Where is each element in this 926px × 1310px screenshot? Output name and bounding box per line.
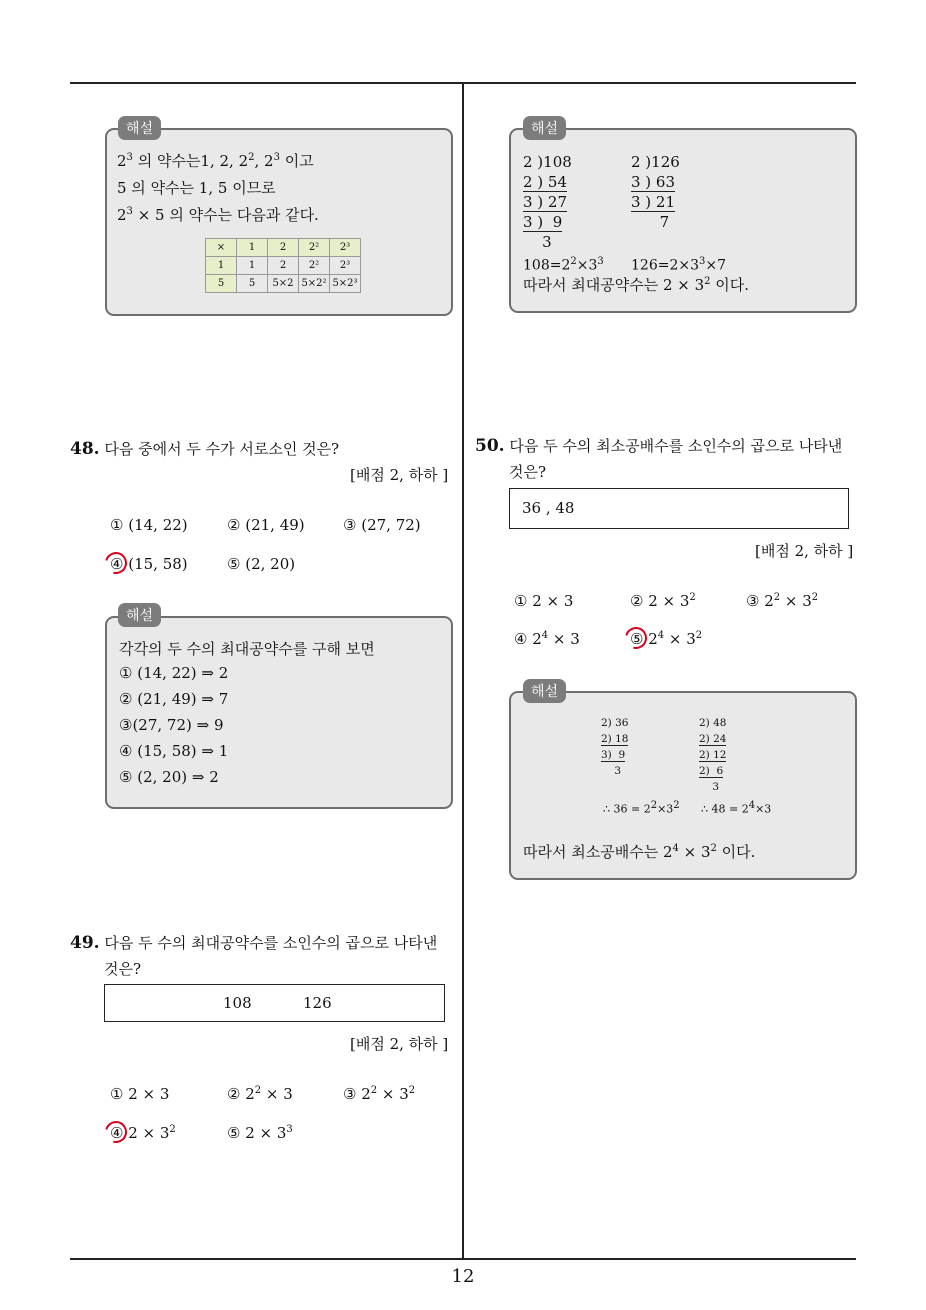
q49-division-left: 2 )108 2 ) 54 3 ) 27 3 ) 9 3 xyxy=(523,153,572,251)
q49-option-4[interactable]: ④ $2 \times 3^2$ xyxy=(110,1124,176,1142)
explanation-tag: 해설 xyxy=(523,679,566,703)
explanation-box-49 xyxy=(509,128,857,313)
divisor-table: × 1 2 2² 2³ 1 1 2 2² 2³ 5 5 5×2 5×2² 5×2³ xyxy=(205,238,361,293)
column-divider xyxy=(462,82,464,1258)
explanation-box-48 xyxy=(105,616,453,809)
q48-answer-mark xyxy=(101,548,131,578)
q48-option-2[interactable]: ② (21, 49) xyxy=(227,516,305,534)
q50-exp-eq-right: ∴ $48 = 2^4\times 3$ xyxy=(701,800,772,816)
q50-text-cont: 것은? xyxy=(509,463,547,481)
q50-division-left: 2) 36 2) 18 3) 9 3 xyxy=(601,717,629,777)
q48-exp-line: ① (14, 22) ⇒ 2 xyxy=(119,664,229,682)
q50-score: [배점 2, 하하 ] xyxy=(755,542,854,560)
q48-exp-line: ④ (15, 58) ⇒ 1 xyxy=(119,742,229,760)
q50-option-3[interactable]: ③ $2^2 \times 3^2$ xyxy=(746,592,819,610)
q50-option-1[interactable]: ① 2 × 3 xyxy=(514,592,574,610)
q50-given: 36 , 48 xyxy=(522,499,575,517)
q50-division-right: 2) 48 2) 24 2) 12 2) 6 3 xyxy=(699,717,727,793)
q48-option-3[interactable]: ③ (27, 72) xyxy=(343,516,421,534)
q50-text: 50. 다음 두 수의 최소공배수를 소인수의 곱으로 나타낸 xyxy=(475,436,843,456)
q49-given-1: 108 xyxy=(223,994,252,1012)
q50-given-box xyxy=(509,488,849,529)
q48-exp-line: 각각의 두 수의 최대공약수를 구해 보면 xyxy=(119,640,375,658)
bottom-rule xyxy=(70,1258,856,1260)
q48-exp-line: ② (21, 49) ⇒ 7 xyxy=(119,690,229,708)
q49-given-box xyxy=(104,984,445,1022)
q50-option-2[interactable]: ② $2 \times 3^2$ xyxy=(630,592,696,610)
page-number: 12 xyxy=(451,1266,475,1287)
q49-answer-mark xyxy=(101,1117,131,1147)
exp47-line-2: 5 의 약수는 1, 5 이므로 xyxy=(117,179,276,197)
q50-answer-mark xyxy=(621,623,651,653)
q49-given-2: 126 xyxy=(303,994,332,1012)
exp47-line-3: $2^3 \times 5$ 의 약수는 다음과 같다. xyxy=(117,206,319,224)
q49-option-2[interactable]: ② $2^2 \times 3$ xyxy=(227,1085,293,1103)
explanation-box-50 xyxy=(509,691,857,880)
q48-score: [배점 2, 하하 ] xyxy=(350,466,449,484)
q48-exp-line: ⑤ (2, 20) ⇒ 2 xyxy=(119,768,219,786)
q49-text: 49. 다음 두 수의 최대공약수를 소인수의 곱으로 나타낸 xyxy=(70,933,438,953)
q49-option-3[interactable]: ③ $2^2 \times 3^2$ xyxy=(343,1085,416,1103)
q49-exp-final: 따라서 최대공약수는 $2 \times 3^2$ 이다. xyxy=(523,276,750,294)
q49-exp-eq: $126=2\times 3^3\times 7$ xyxy=(631,256,727,274)
q50-exp-eq-left: ∴ $36 = 2^2\times 3^2$ xyxy=(603,800,680,816)
q48-option-5[interactable]: ⑤ (2, 20) xyxy=(227,555,296,573)
q49-option-1[interactable]: ① 2 × 3 xyxy=(110,1085,170,1103)
explanation-box-47 xyxy=(105,128,453,316)
exp47-line-1: $2^3$ 의 약수는1, 2, $2^2$, $2^3$ 이고 xyxy=(117,152,314,170)
q48-option-4[interactable]: ④ (15, 58) xyxy=(110,555,188,573)
q48-exp-line: ③(27, 72) ⇒ 9 xyxy=(119,716,224,734)
q50-option-5[interactable]: ⑤ $2^4 \times 3^2$ xyxy=(630,630,703,648)
q50-exp-final: 따라서 최소공배수는 $2^4 \times 3^2$ 이다. xyxy=(523,843,756,861)
explanation-tag: 해설 xyxy=(118,603,161,627)
q49-score: [배점 2, 하하 ] xyxy=(350,1035,449,1053)
q49-division-right: 2 )126 3 ) 63 3 ) 21 7 xyxy=(631,153,680,231)
explanation-tag: 해설 xyxy=(118,116,161,140)
explanation-tag: 해설 xyxy=(523,116,566,140)
q48-option-1[interactable]: ① (14, 22) xyxy=(110,516,188,534)
q48-text: 48. 다음 중에서 두 수가 서로소인 것은? xyxy=(70,439,340,459)
q49-option-5[interactable]: ⑤ $2 \times 3^3$ xyxy=(227,1124,293,1142)
q50-option-4[interactable]: ④ $2^4 \times 3$ xyxy=(514,630,580,648)
q49-exp-eq: $108=2^2\times 3^3$ xyxy=(523,256,604,274)
q49-text-cont: 것은? xyxy=(104,960,142,978)
